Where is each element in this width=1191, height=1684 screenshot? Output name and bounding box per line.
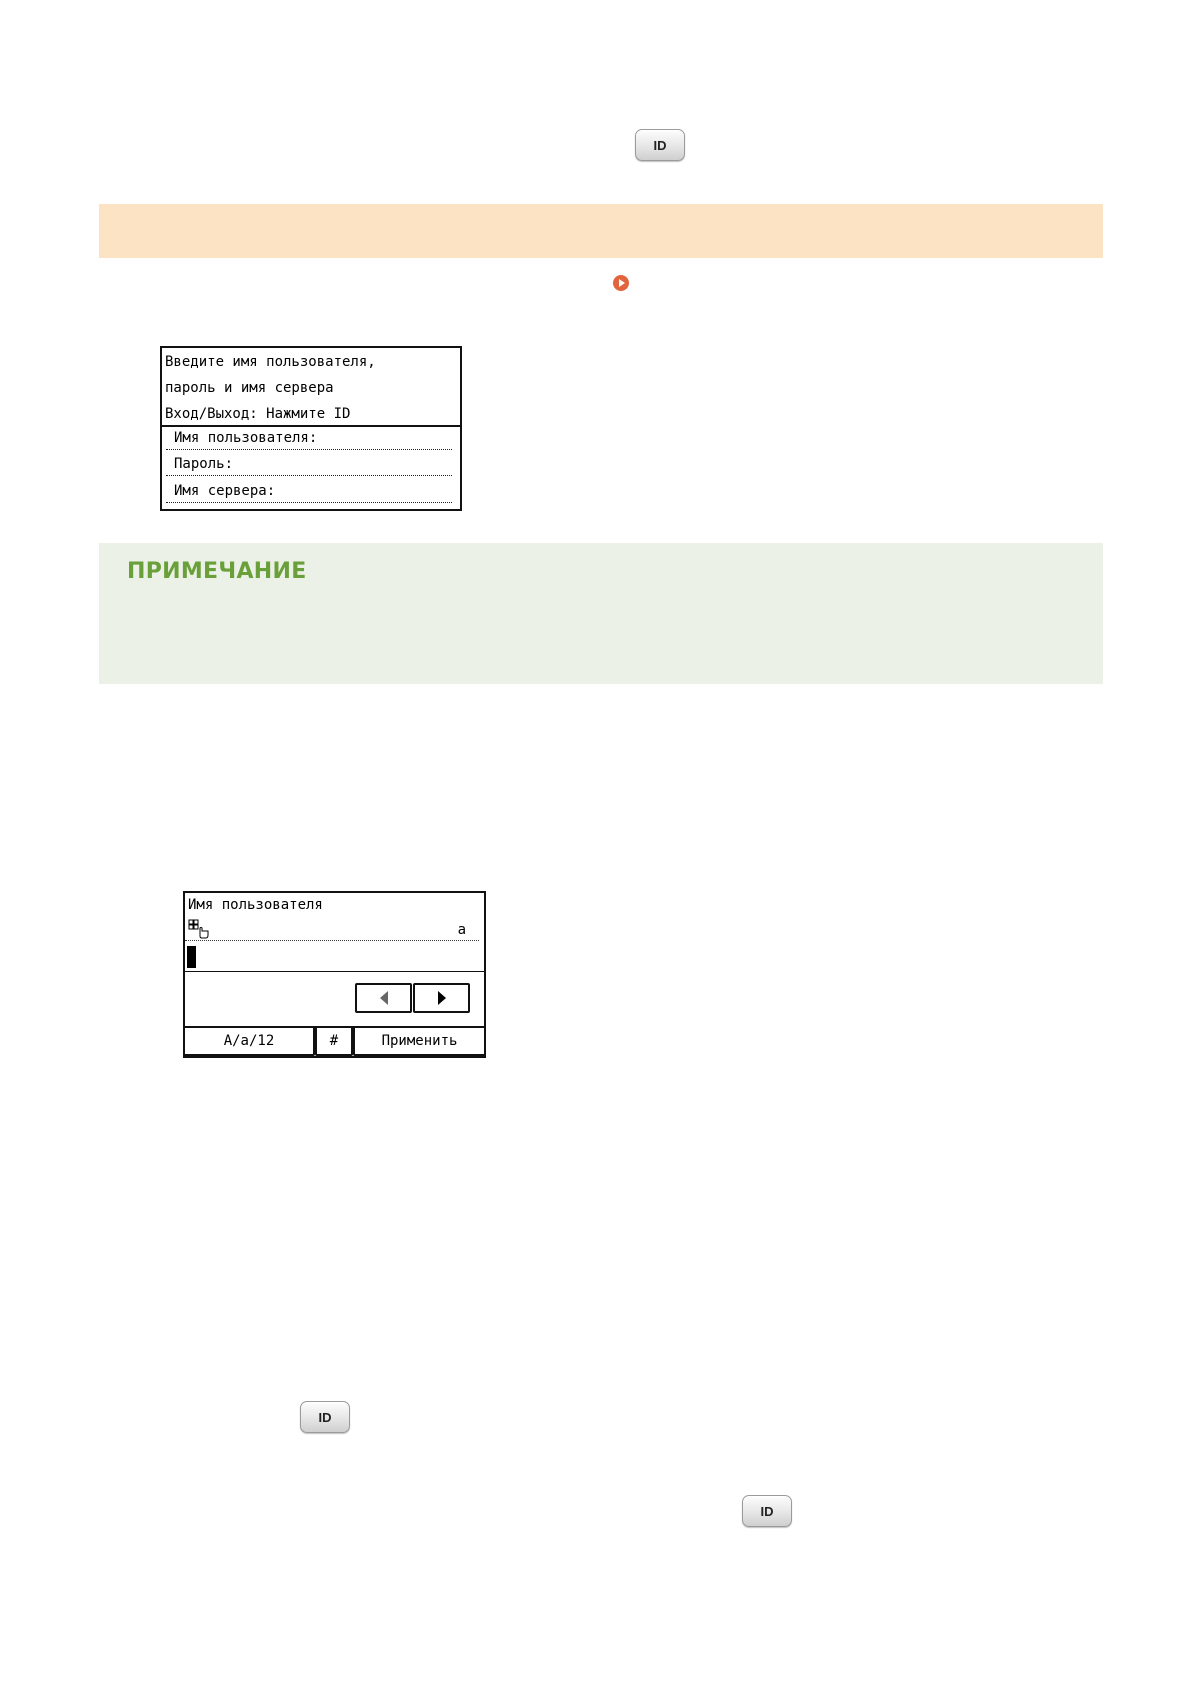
input-mode-indicator: a — [457, 922, 466, 938]
keyboard-hand-icon — [188, 919, 210, 942]
username-field[interactable]: Имя пользователя: — [174, 430, 318, 446]
symbol-button[interactable]: # — [315, 1026, 353, 1056]
password-field[interactable]: Пароль: — [174, 456, 234, 472]
id-key-label: ID — [653, 137, 667, 153]
login-prompt-line-3: Вход/Выход: Нажмите ID — [165, 406, 351, 422]
note-title: ПРИМЕЧАНИЕ — [127, 559, 307, 584]
input-screen-divider — [185, 971, 484, 972]
cursor-left-button[interactable] — [355, 983, 412, 1013]
password-field-line — [166, 475, 452, 476]
input-mode-button[interactable]: A/a/12 — [183, 1026, 315, 1056]
id-key-button[interactable] — [742, 1495, 792, 1527]
text-cursor — [187, 946, 196, 968]
triangle-left-icon — [380, 991, 388, 1005]
username-input-display — [183, 891, 486, 1058]
circle-arrow-icon[interactable] — [613, 275, 629, 291]
input-dotted-line — [185, 940, 479, 941]
username-field-line — [166, 449, 452, 450]
triangle-right-icon — [438, 991, 446, 1005]
id-key-button[interactable] — [635, 129, 685, 161]
login-prompt-line-1: Введите имя пользователя, — [165, 354, 376, 370]
login-screen-display — [160, 346, 462, 511]
input-screen-title: Имя пользователя — [188, 897, 323, 913]
login-prompt-line-2: пароль и имя сервера — [165, 380, 334, 396]
id-key-label: ID — [760, 1503, 774, 1519]
id-key-label: ID — [318, 1409, 332, 1425]
warning-band — [99, 204, 1103, 258]
id-key-button[interactable] — [300, 1401, 350, 1433]
apply-button[interactable]: Применить — [353, 1026, 486, 1056]
note-box — [99, 543, 1103, 684]
server-name-field-line — [166, 502, 452, 503]
server-name-field[interactable]: Имя сервера: — [174, 483, 276, 499]
input-screen-bottom-bar — [185, 1026, 484, 1056]
login-screen-divider — [162, 425, 460, 427]
cursor-right-button[interactable] — [413, 983, 470, 1013]
